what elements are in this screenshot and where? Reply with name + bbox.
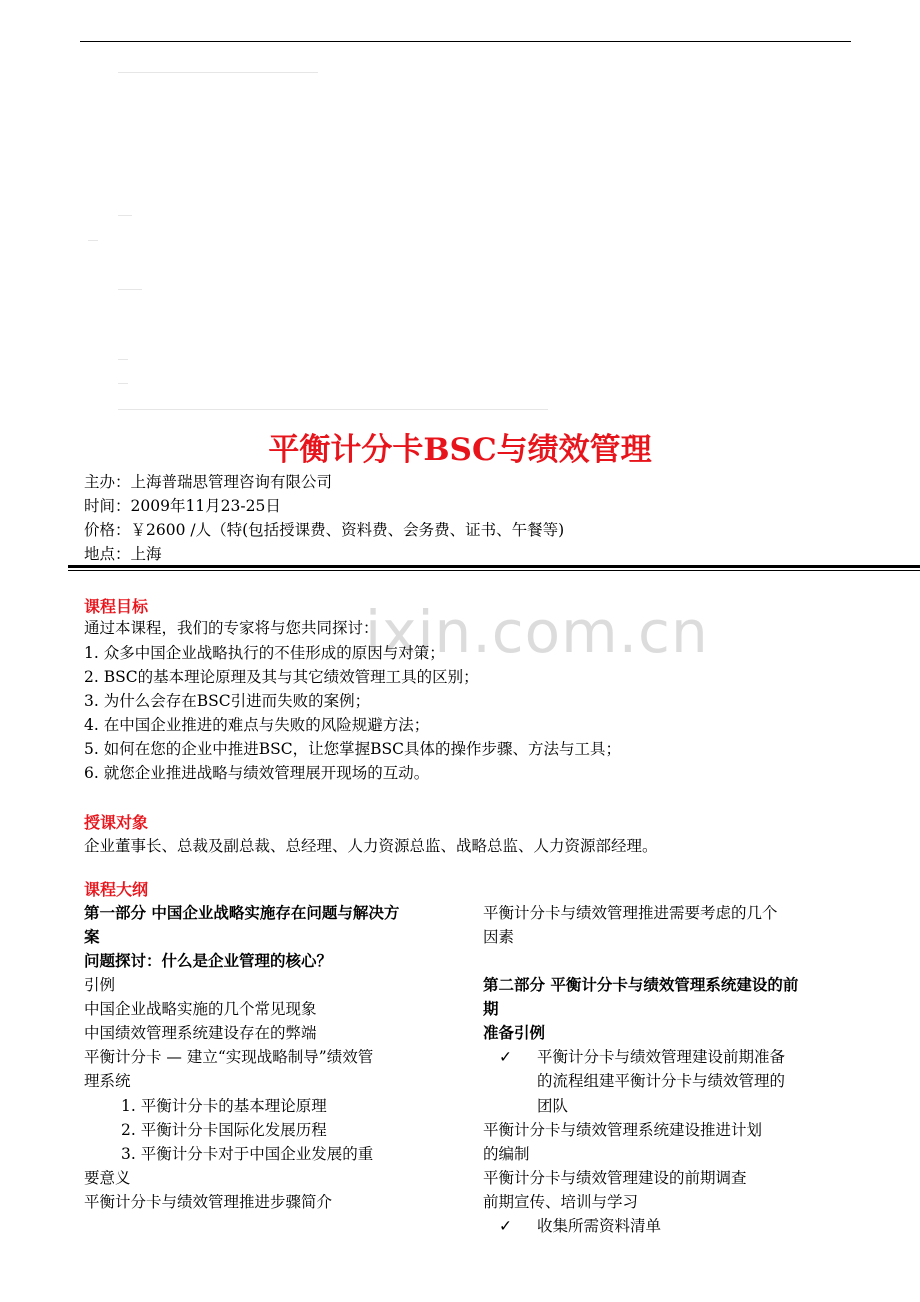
right-line: 前期宣传、培训与学习 (483, 1193, 639, 1211)
info-location: 地点：上海 (84, 545, 162, 563)
outline-line: 中国企业战略实施的几个常见现象 (84, 1000, 317, 1018)
right-line: 平衡计分卡与绩效管理推进需要考虑的几个 (483, 904, 778, 922)
check-icon: ✓ (499, 1048, 512, 1066)
document-title (0, 424, 920, 469)
right-line: 因素 (483, 928, 515, 946)
right-line: 平衡计分卡与绩效管理建设的前期调查 (483, 1169, 747, 1187)
check-item-line: 平衡计分卡与绩效管理建设前期准备 (537, 1048, 786, 1066)
objective-item: 3. 为什么会存在BSC引进而失败的案例； (84, 692, 371, 710)
objective-item: 6. 就您企业推进战略与绩效管理展开现场的互动。 (84, 764, 430, 782)
info-organizer: 主办：上海普瑞思管理咨询有限公司 (84, 473, 333, 491)
right-line: 平衡计分卡与绩效管理系统建设推进计划 (483, 1121, 763, 1139)
outline-line: 中国绩效管理系统建设存在的弊端 (84, 1024, 317, 1042)
outline-line: 理系统 (84, 1072, 131, 1090)
outline-line: 平衡计分卡与绩效管理推进步骤简介 (84, 1193, 333, 1211)
info-price: 价格：￥2600 /人（特(包括授课费、资料费、会务费、证书、午餐等) (84, 521, 565, 539)
faint-line (118, 409, 548, 410)
section-rule-thick (68, 565, 920, 568)
info-date: 时间：2009年11月23-25日 (84, 497, 281, 515)
check-item-line: 的流程组建平衡计分卡与绩效管理的 (537, 1072, 786, 1090)
check-item-line: 收集所需资料清单 (537, 1217, 662, 1235)
section-rule-thin (68, 570, 920, 571)
audience-text: 企业董事长、总裁及副总裁、总经理、人力资源总监、战略总监、人力资源部经理。 (84, 837, 658, 855)
part1-title-line1: 第一部分 中国企业战略实施存在问题与解决方 (84, 904, 400, 922)
objectives-heading: 课程目标 (84, 597, 149, 616)
objective-item: 4. 在中国企业推进的难点与失败的风险规避方法； (84, 716, 430, 734)
objective-item: 5. 如何在您的企业中推进BSC，让您掌握BSC具体的操作步骤、方法与工具； (84, 740, 621, 758)
outline-line: 引例 (84, 976, 116, 994)
outline-heading: 课程大纲 (84, 880, 149, 899)
faint-line (118, 289, 142, 290)
faint-line (118, 359, 128, 360)
numbered-item: 2. 平衡计分卡国际化发展历程 (121, 1121, 327, 1139)
faint-line (118, 383, 128, 384)
outline-line: 要意义 (84, 1169, 131, 1187)
part2-title-line2: 期 (483, 1000, 499, 1018)
outline-line: 平衡计分卡 — 建立“实现战略制导”绩效管 (84, 1048, 374, 1066)
header-rule (80, 41, 851, 42)
check-item-line: 团队 (537, 1097, 569, 1115)
part2-title-line1: 第二部分 平衡计分卡与绩效管理系统建设的前 (483, 976, 799, 994)
faint-line (118, 215, 132, 216)
faint-line (88, 240, 98, 241)
numbered-item: 1. 平衡计分卡的基本理论原理 (121, 1097, 327, 1115)
numbered-item: 3. 平衡计分卡对于中国企业发展的重 (121, 1145, 374, 1163)
objective-item: 1. 众多中国企业战略执行的不佳形成的原因与对策； (84, 644, 445, 662)
prep-heading: 准备引例 (483, 1024, 546, 1042)
right-line: 的编制 (483, 1145, 530, 1163)
check-icon: ✓ (499, 1217, 512, 1235)
title-text: 平衡计分卡BSC与绩效管理 (268, 432, 652, 468)
watermark: ixin.com.cn (365, 598, 709, 666)
faint-line (118, 72, 318, 73)
question-line: 问题探讨：什么是企业管理的核心？ (84, 952, 333, 970)
part1-title-line2: 案 (84, 928, 100, 946)
objectives-intro: 通过本课程，我们的专家将与您共同探讨： (84, 619, 379, 637)
audience-heading: 授课对象 (84, 813, 149, 832)
objective-item: 2. BSC的基本理论原理及其与其它绩效管理工具的区别； (84, 668, 479, 686)
